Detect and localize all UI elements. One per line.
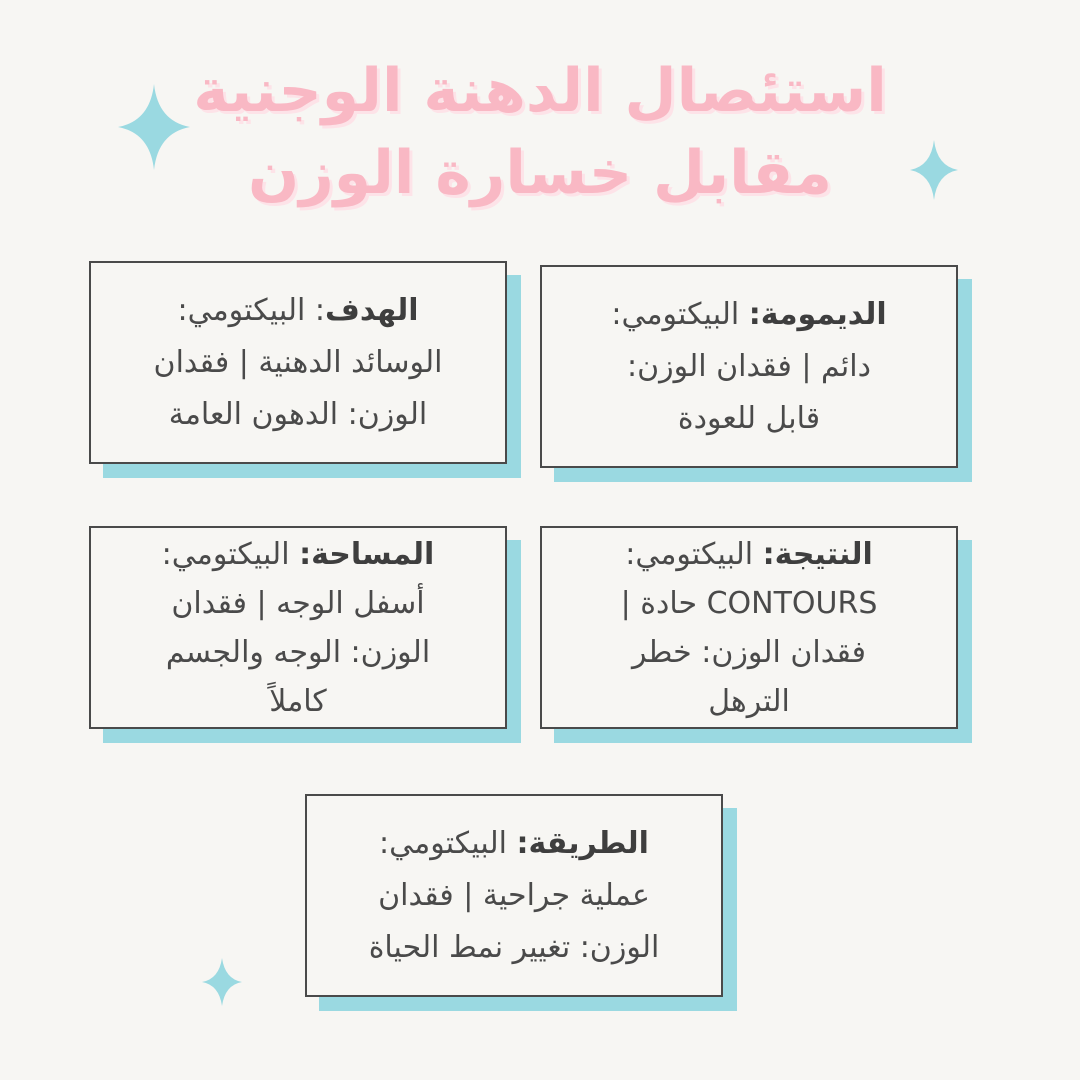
card-duration <box>540 265 972 482</box>
title-line-2: مقابل خسارة الوزن <box>248 138 832 208</box>
card-box <box>89 261 507 464</box>
card-box <box>540 526 958 729</box>
card-label: الطريقة: <box>516 825 649 861</box>
card-label: الهدف <box>325 292 419 328</box>
card-text: الديمومة: البيكتومي: دائم | فقدان الوزن: قابل للعودة <box>611 296 887 436</box>
card-method <box>305 794 737 1011</box>
sparkle-icon <box>118 84 190 170</box>
title-line-1: استئصال الدهنة الوجنية <box>193 56 887 126</box>
card-box <box>89 526 507 729</box>
sparkle-icon <box>910 140 958 200</box>
card-label: النتيجة: <box>762 536 873 572</box>
card-label: المساحة: <box>299 536 435 572</box>
card-area <box>89 526 521 743</box>
card-result <box>540 526 972 743</box>
card-goal <box>89 261 521 478</box>
card-text: النتيجة: البيكتومي: CONTOURS حادة | فقدان الوزن: خطر الترهل <box>620 536 878 719</box>
card-box <box>540 265 958 468</box>
card-text: الهدف: البيكتومي: الوسائد الدهنية | فقدان الوزن: الدهون العامة <box>153 292 443 432</box>
card-text: المساحة: البيكتومي: أسفل الوجه | فقدان الوزن: الوجه والجسم كاملاً <box>161 536 435 719</box>
card-text: الطريقة: البيكتومي: عملية جراحية | فقدان الوزن: تغيير نمط الحياة <box>368 825 660 965</box>
sparkle-icon <box>202 958 242 1006</box>
card-label: الديمومة: <box>748 296 887 332</box>
page-title <box>140 50 940 214</box>
card-box <box>305 794 723 997</box>
